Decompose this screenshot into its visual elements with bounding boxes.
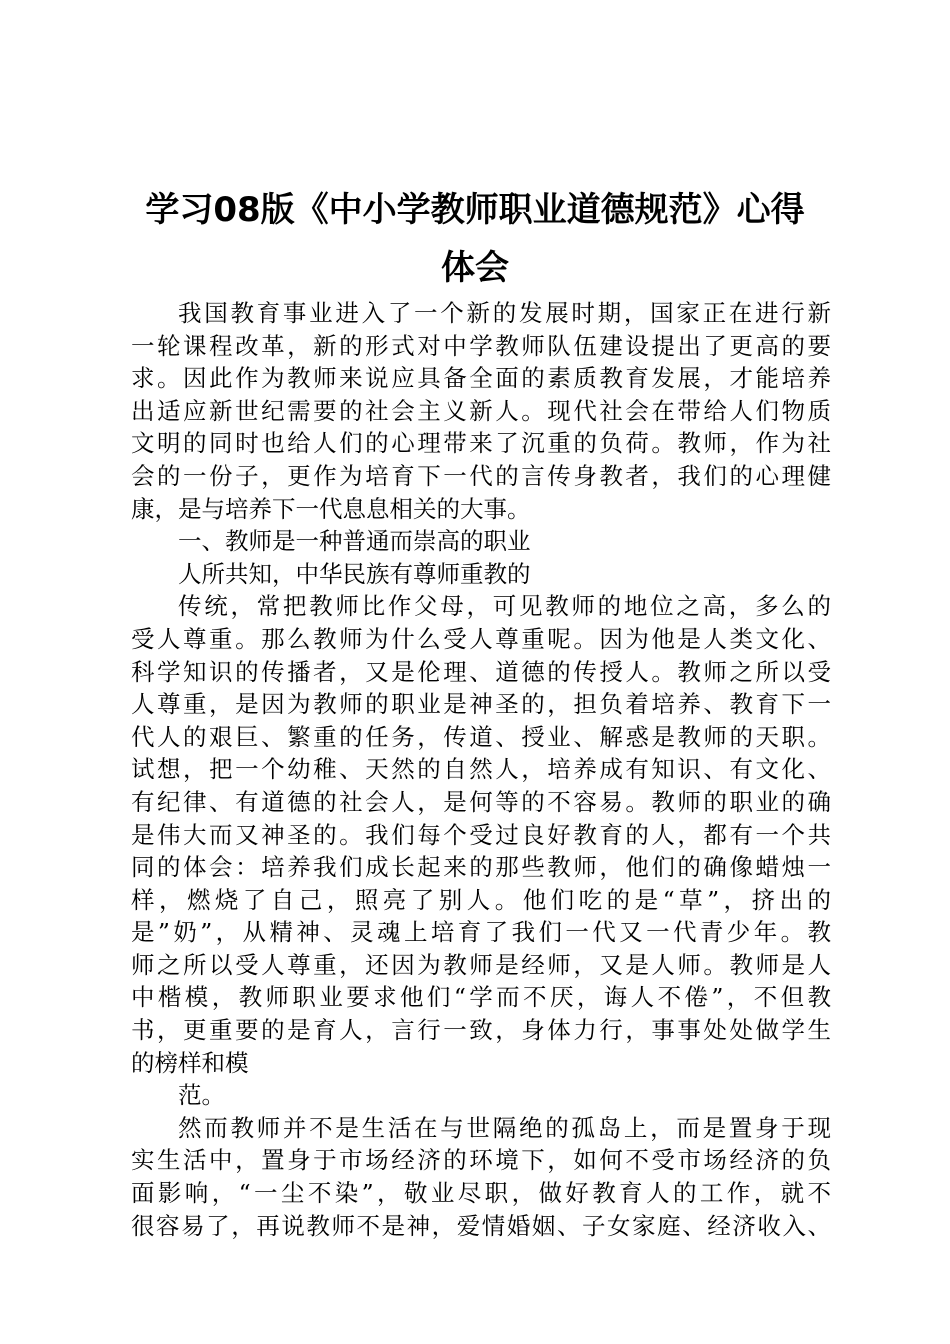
text-line: 人所共知，中华民族有尊师重教的 bbox=[178, 559, 531, 588]
text-line: 很容易了，再说教师不是神，爱情婚姻、子女家庭、经济收入、 bbox=[131, 1211, 831, 1240]
text-line: 文明的同时也给人们的心理带来了沉重的负荷。教师，作为社 bbox=[131, 429, 831, 458]
text-line: 样，燃烧了自己，照亮了别人。他们吃的是“草”，挤出的 bbox=[131, 885, 831, 914]
text-line: 康，是与培养下一代息息相关的大事。 bbox=[131, 494, 531, 523]
text-line: 一轮课程改革，新的形式对中学教师队伍建设提出了更高的要 bbox=[131, 331, 831, 360]
text-line: 人尊重，是因为教师的职业是神圣的，担负着培养、教育下一 bbox=[131, 690, 831, 719]
text-line: 求。因此作为教师来说应具备全面的素质教育发展，才能培养 bbox=[131, 364, 831, 393]
document-body bbox=[131, 297, 831, 1242]
text-line: 同的体会：培养我们成长起来的那些教师，他们的确像蜡烛一 bbox=[131, 853, 831, 882]
text-line: 实生活中，置身于市场经济的环境下，如何不受市场经济的负 bbox=[131, 1146, 831, 1175]
text-line: 有纪律、有道德的社会人，是何等的不容易。教师的职业的确 bbox=[131, 787, 831, 816]
text-line: 传统，常把教师比作父母，可见教师的地位之高，多么的 bbox=[178, 592, 831, 621]
text-line: 是伟大而又神圣的。我们每个受过良好教育的人，都有一个共 bbox=[131, 820, 831, 849]
document-title-line-1: 学习08版《中小学教师职业道德规范》心得 bbox=[145, 190, 805, 230]
text-line: 受人尊重。那么教师为什么受人尊重呢。因为他是人类文化、 bbox=[131, 624, 831, 653]
text-line: 出适应新世纪需要的社会主义新人。现代社会在带给人们物质 bbox=[131, 396, 831, 425]
text-line: 书，更重要的是育人，言行一致，身体力行，事事处处做学生 bbox=[131, 1016, 831, 1045]
text-line: 面影响，“一尘不染”，敬业尽职，做好教育人的工作，就不 bbox=[131, 1179, 831, 1208]
text-line: 我国教育事业进入了一个新的发展时期，国家正在进行新 bbox=[178, 299, 831, 327]
text-line: 代人的艰巨、繁重的任务，传道、授业、解惑是教师的天职。 bbox=[131, 722, 831, 751]
text-line: 是”奶”，从精神、灵魂上培育了我们一代又一代青少年。教 bbox=[131, 918, 831, 947]
document-title-line-2: 体会 bbox=[441, 248, 509, 288]
text-line: 科学知识的传播者，又是伦理、道德的传授人。教师之所以受 bbox=[131, 657, 831, 686]
text-line: 会的一份子，更作为培育下一代的言传身教者，我们的心理健 bbox=[131, 461, 831, 490]
text-line: 师之所以受人尊重，还因为教师是经师，又是人师。教师是人 bbox=[131, 950, 831, 979]
text-line: 试想，把一个幼稚、天然的自然人，培养成有知识、有文化、 bbox=[131, 755, 831, 784]
text-line: 中楷模，教师职业要求他们“学而不厌，诲人不倦”，不但教 bbox=[131, 983, 831, 1012]
text-line: 然而教师并不是生活在与世隔绝的孤岛上，而是置身于现 bbox=[178, 1113, 831, 1142]
text-line: 范。 bbox=[178, 1081, 225, 1110]
text-line: 的榜样和模 bbox=[131, 1048, 249, 1077]
section-heading: 一、教师是一种普通而崇高的职业 bbox=[178, 527, 531, 556]
